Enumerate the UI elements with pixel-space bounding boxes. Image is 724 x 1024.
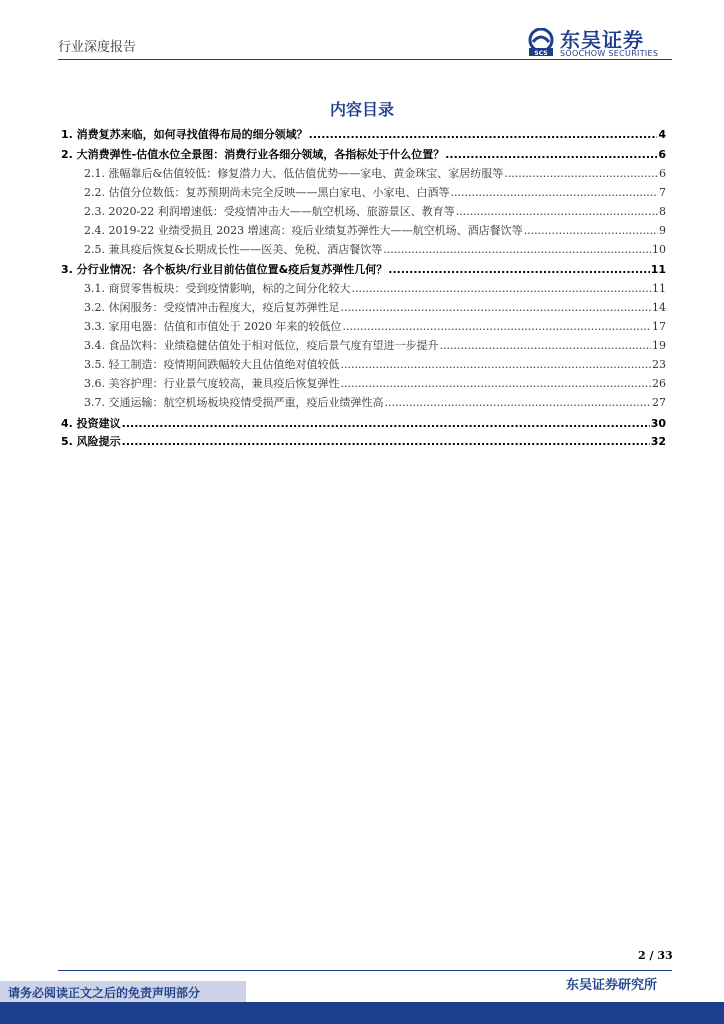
logo-mark-text: SCS (534, 50, 548, 56)
toc-entry[interactable] (84, 299, 666, 317)
toc-entry-label: 3.5. 轻工制造：疫情期间跌幅较大且估值绝对值较低 (84, 358, 340, 371)
toc-entry-label: 2.5. 兼具疫后恢复&长期成长性——医美、免税、酒店餐饮等 (84, 243, 383, 256)
toc-entry-label: 3.4. 食品饮料：业绩稳健估值处于相对低位，疫后景气度有望进一步提升 (84, 339, 439, 352)
logo-english-name: SOOCHOW SECURITIES (560, 49, 659, 58)
toc-entry[interactable] (84, 184, 666, 202)
toc-entry-page: 17 (652, 320, 666, 333)
toc-entry-page: 7 (659, 186, 666, 199)
toc-entry-page: 23 (652, 358, 666, 371)
toc-entry-label: 3.2. 休闲服务：受疫情冲击程度大，疫后复苏弹性足 (84, 301, 340, 314)
toc-entry[interactable] (84, 165, 666, 183)
report-type-label: 行业深度报告 (58, 40, 137, 55)
toc-entry[interactable] (84, 337, 666, 355)
toc-entry-page: 6 (659, 167, 666, 180)
toc-entry[interactable] (84, 318, 666, 336)
toc-title: 内容目录 (329, 100, 394, 119)
toc-entry-page: 4 (658, 128, 666, 141)
toc-entry[interactable] (61, 415, 666, 433)
toc-leader-dots (341, 301, 652, 314)
toc-leader-dots (440, 339, 652, 352)
toc-leader-dots (445, 148, 657, 161)
toc-leader-dots (341, 377, 652, 390)
toc-leader-dots (451, 186, 659, 199)
toc-entry[interactable] (61, 126, 666, 144)
toc-entry-label: 3.1. 商贸零售板块：受到疫情影响，标的之间分化较大 (84, 282, 351, 295)
toc-leader-dots (122, 435, 650, 448)
toc-leader-dots (309, 128, 658, 141)
toc-entry-label: 2.4. 2019-22 业绩受损且 2023 增速高：疫后业绩复苏弹性大——航空机场、酒店餐饮等 (84, 224, 523, 237)
logo-mark-icon (527, 28, 555, 56)
toc-entry-label: 3.7. 交通运输：航空机场板块疫情受损严重，疫后业绩弹性高 (84, 396, 384, 409)
toc-entry[interactable] (84, 356, 666, 374)
toc-entry[interactable] (61, 433, 666, 451)
toc-entry-page: 27 (652, 396, 666, 409)
toc-leader-dots (342, 320, 651, 333)
header-divider (58, 59, 672, 60)
toc-entry-page: 9 (659, 224, 666, 237)
toc-entry[interactable] (84, 280, 666, 298)
toc-entry-label: 2.2. 估值分位数低：复苏预期尚未完全反映——黑白家电、小家电、白酒等 (84, 186, 450, 199)
footer-organization: 东吴证券研究所 (566, 978, 658, 993)
toc-entry-label: 3.6. 美容护理：行业景气度较高，兼具疫后恢复弹性 (84, 377, 340, 390)
toc-entry-label: 2.1. 涨幅靠后&估值较低：修复潜力大、低估值优势——家电、黄金珠宝、家居纺服等 (84, 167, 504, 180)
toc-leader-dots (504, 167, 658, 180)
logo-chinese-name: 东吴证券 (560, 28, 644, 52)
toc-leader-dots (341, 358, 652, 371)
toc-entry[interactable] (84, 241, 666, 259)
toc-entry-label: 4. 投资建议 (61, 417, 121, 430)
toc-entry[interactable] (84, 222, 666, 240)
disclaimer-text: 请务必阅读正文之后的免责声明部分 (8, 986, 201, 1000)
footer-divider (58, 970, 672, 971)
toc-leader-dots (456, 205, 658, 218)
toc-leader-dots (385, 396, 652, 409)
toc-entry[interactable] (84, 203, 666, 221)
toc-entry-label: 2. 大消费弹性-估值水位全景图：消费行业各细分领域，各指标处于什么位置？ (61, 148, 445, 161)
toc-entry-page: 8 (659, 205, 666, 218)
toc-entry-page: 30 (650, 417, 666, 430)
toc-leader-dots (524, 224, 658, 237)
toc-leader-dots (388, 263, 649, 276)
toc-entry[interactable] (84, 375, 666, 393)
toc-entry-label: 3. 分行业情况：各个板块/行业目前估值位置&疫后复苏弹性几何？ (61, 263, 388, 276)
toc-entry[interactable] (84, 394, 666, 412)
toc-entry-page: 26 (652, 377, 666, 390)
toc-leader-dots (352, 282, 652, 295)
toc-entry-page: 19 (652, 339, 666, 352)
toc-entry-page: 11 (652, 282, 666, 295)
disclaimer-tab (0, 981, 246, 1003)
toc-entry-page: 10 (652, 243, 666, 256)
footer-band (0, 1002, 724, 1024)
toc-entry[interactable] (61, 261, 666, 279)
toc-entry-page: 11 (650, 263, 666, 276)
toc-entry-page: 32 (650, 435, 666, 448)
toc-entry-page: 6 (658, 148, 666, 161)
toc-entry-label: 3.3. 家用电器：估值和市值处于 2020 年来的较低位 (84, 320, 342, 333)
toc-entry-label: 5. 风险提示 (61, 435, 121, 448)
toc-entry-page: 14 (652, 301, 666, 314)
toc-leader-dots (383, 243, 651, 256)
toc-entry[interactable] (61, 146, 666, 164)
toc-entry-label: 1. 消费复苏来临，如何寻找值得布局的细分领域？ (61, 128, 308, 141)
toc-leader-dots (122, 417, 650, 430)
page-indicator: 2 / 33 (638, 949, 673, 962)
company-logo (527, 26, 677, 60)
toc-entry-label: 2.3. 2020-22 利润增速低：受疫情冲击大——航空机场、旅游景区、教育等 (84, 205, 455, 218)
